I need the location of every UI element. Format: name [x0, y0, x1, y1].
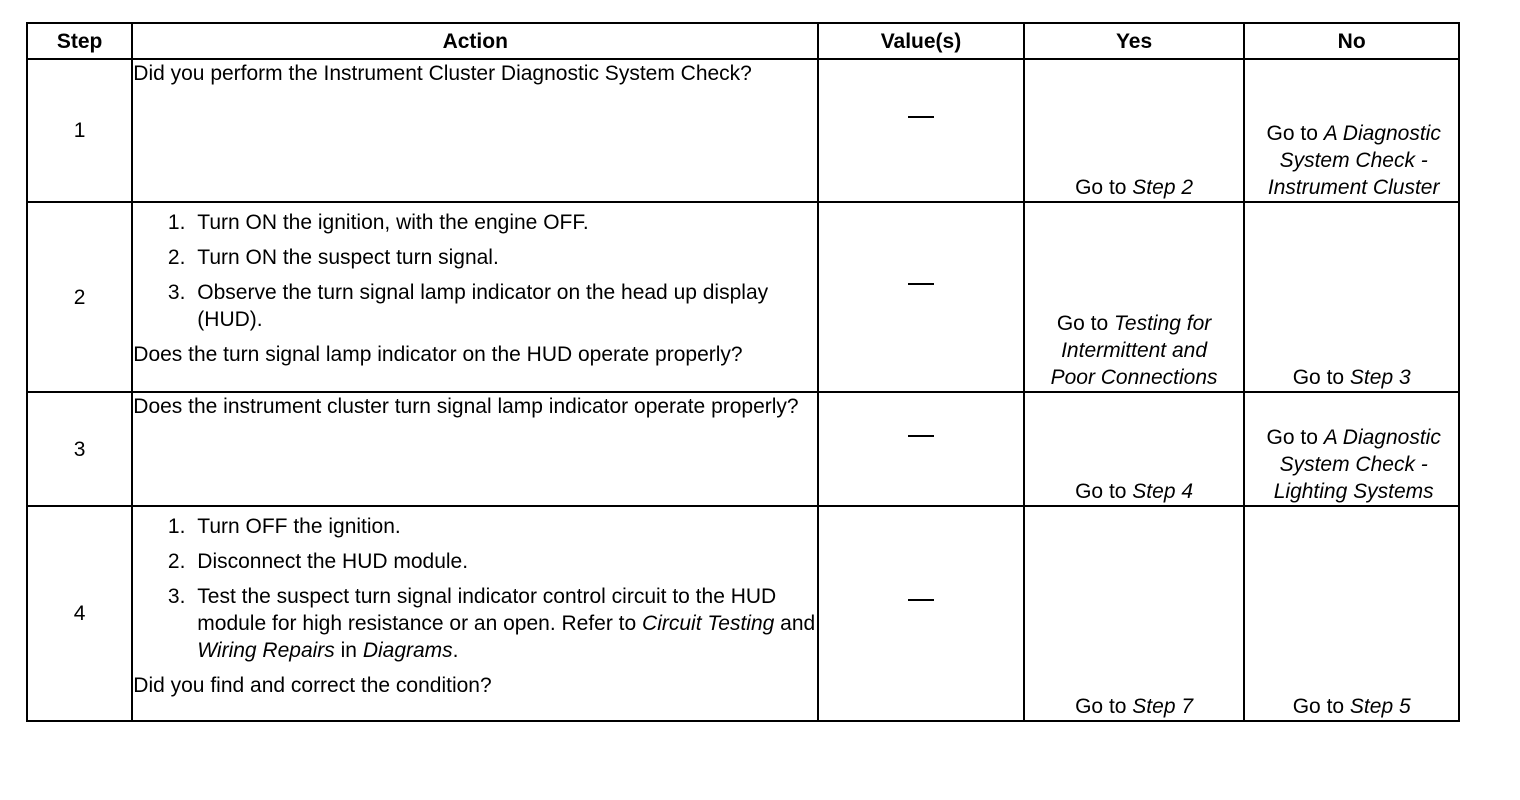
item-text: and: [774, 612, 816, 635]
item-text: .: [452, 639, 459, 662]
yes-prefix: Go to: [1075, 480, 1133, 503]
table-row: [27, 59, 1459, 202]
action-question: Did you find and correct the condition?: [133, 674, 492, 697]
step-number: 2: [27, 202, 132, 392]
action-question: Does the instrument cluster turn signal lamp indicator operate properly?: [133, 395, 799, 418]
action-cell: [132, 506, 818, 721]
step-number: 4: [27, 506, 132, 721]
table-row: [27, 392, 1459, 506]
action-cell: [132, 202, 818, 392]
no-cell[interactable]: [1244, 506, 1459, 721]
step-number: 1: [27, 59, 132, 202]
step-number: 3: [27, 392, 132, 506]
diagrams-link[interactable]: Diagrams: [362, 639, 453, 662]
value-dash: [908, 116, 934, 145]
no-cell[interactable]: [1244, 59, 1459, 202]
yes-prefix: Go to: [1075, 176, 1133, 199]
header-yes: Yes: [1024, 23, 1245, 59]
action-question: Did you perform the Instrument Cluster Diagnostic System Check?: [133, 62, 752, 85]
action-step-item: 2. Disconnect the HUD module.: [191, 548, 817, 575]
yes-link[interactable]: Step 4: [1132, 480, 1194, 503]
yes-cell[interactable]: [1024, 59, 1245, 202]
action-step-item: 3. Observe the turn signal lamp indicator on the head up display (HUD).: [191, 279, 817, 333]
yes-cell[interactable]: [1024, 506, 1245, 721]
no-link[interactable]: A Diagnostic System Check - Lighting Systems: [1273, 426, 1441, 503]
yes-prefix: Go to: [1056, 312, 1115, 335]
no-cell[interactable]: [1244, 202, 1459, 392]
no-link[interactable]: A Diagnostic System Check - Instrument Cluster: [1267, 122, 1441, 199]
value-dash: [908, 435, 934, 464]
wiring-repairs-link[interactable]: Wiring Repairs: [197, 639, 335, 662]
yes-prefix: Go to: [1075, 695, 1133, 718]
diagnostic-table: [26, 22, 1460, 722]
value-cell: [818, 202, 1024, 392]
header-step: Step: [27, 23, 132, 59]
no-prefix: Go to: [1266, 426, 1324, 449]
action-step-item: [191, 583, 817, 664]
no-cell[interactable]: [1244, 392, 1459, 506]
header-action: Action: [132, 23, 818, 59]
no-prefix: Go to: [1292, 366, 1350, 389]
table-row: [27, 202, 1459, 392]
item-text: in: [334, 639, 363, 662]
no-prefix: Go to: [1292, 695, 1350, 718]
value-cell: [818, 59, 1024, 202]
value-dash: [908, 599, 934, 628]
no-link[interactable]: Step 5: [1349, 695, 1411, 718]
circuit-testing-link[interactable]: Circuit Testing: [642, 612, 775, 635]
value-dash: [908, 283, 934, 312]
item-text: Test the suspect turn signal indicator control circuit to the HUD module for high resistance or an open. Refer to: [197, 585, 777, 635]
yes-cell[interactable]: [1024, 392, 1245, 506]
no-prefix: Go to: [1266, 122, 1324, 145]
action-question: Does the turn signal lamp indicator on the HUD operate properly?: [133, 343, 743, 366]
table-row: [27, 506, 1459, 721]
action-cell: [132, 392, 818, 506]
header-no: No: [1244, 23, 1459, 59]
action-steps-list: [133, 513, 817, 664]
action-steps-list: [133, 209, 817, 333]
yes-cell[interactable]: [1024, 202, 1245, 392]
action-step-item: 1. Turn OFF the ignition.: [191, 513, 817, 540]
value-cell: [818, 506, 1024, 721]
value-cell: [818, 392, 1024, 506]
header-row: [27, 23, 1459, 59]
action-step-item: 2. Turn ON the suspect turn signal.: [191, 244, 817, 271]
header-values: Value(s): [818, 23, 1024, 59]
action-step-item: 1. Turn ON the ignition, with the engine OFF.: [191, 209, 817, 236]
yes-link[interactable]: Step 7: [1132, 695, 1194, 718]
no-link[interactable]: Step 3: [1349, 366, 1411, 389]
action-cell: [132, 59, 818, 202]
yes-link[interactable]: Step 2: [1132, 176, 1194, 199]
yes-link[interactable]: Testing for Intermittent and Poor Connections: [1050, 312, 1218, 389]
